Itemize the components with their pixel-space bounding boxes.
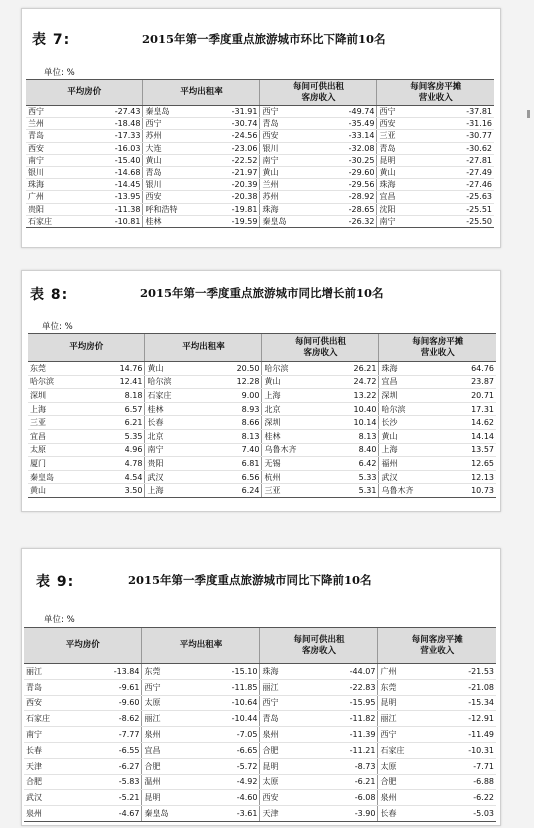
value-cell: 26.21 bbox=[323, 362, 379, 376]
value-cell: -7.71 bbox=[439, 758, 496, 774]
city-cell: 太原 bbox=[260, 774, 321, 790]
value-cell: -5.21 bbox=[85, 790, 142, 806]
column-header: 每间可供出租 客房收入 bbox=[260, 80, 377, 106]
value-cell: -28.65 bbox=[321, 203, 377, 215]
table-row bbox=[28, 484, 496, 498]
value-cell: -27.81 bbox=[438, 154, 494, 166]
table-row bbox=[24, 742, 496, 758]
data-table bbox=[24, 627, 496, 822]
value-cell: -5.03 bbox=[439, 806, 496, 822]
value-cell: -11.82 bbox=[321, 711, 378, 727]
city-cell: 泉州 bbox=[260, 727, 321, 743]
value-cell: -10.64 bbox=[203, 695, 260, 711]
city-cell: 黄山 bbox=[260, 166, 321, 178]
city-cell: 宜昌 bbox=[377, 191, 438, 203]
value-cell: -12.91 bbox=[439, 711, 496, 727]
value-cell: -9.61 bbox=[85, 679, 142, 695]
table-row bbox=[24, 727, 496, 743]
value-cell: 7.40 bbox=[206, 443, 262, 457]
city-cell: 东莞 bbox=[142, 664, 203, 680]
city-cell: 石家庄 bbox=[378, 742, 439, 758]
city-cell: 秦皇岛 bbox=[142, 806, 203, 822]
value-cell: -6.21 bbox=[321, 774, 378, 790]
city-cell: 银川 bbox=[143, 179, 204, 191]
city-cell: 合肥 bbox=[24, 774, 85, 790]
city-cell: 黄山 bbox=[145, 362, 206, 376]
value-cell: -15.34 bbox=[439, 695, 496, 711]
city-cell: 上海 bbox=[145, 484, 206, 498]
column-header: 平均出租率 bbox=[142, 628, 260, 664]
city-cell: 西安 bbox=[377, 118, 438, 130]
city-cell: 哈尔滨 bbox=[262, 362, 323, 376]
value-cell: 12.41 bbox=[89, 375, 145, 389]
value-cell: 10.40 bbox=[323, 402, 379, 416]
city-cell: 上海 bbox=[262, 389, 323, 403]
city-cell: 西安 bbox=[26, 142, 87, 154]
value-cell: -11.85 bbox=[203, 679, 260, 695]
value-cell: 64.76 bbox=[440, 362, 496, 376]
table-row bbox=[24, 790, 496, 806]
table-row bbox=[26, 118, 494, 130]
value-cell: -6.22 bbox=[439, 790, 496, 806]
city-cell: 太原 bbox=[142, 695, 203, 711]
city-cell: 温州 bbox=[142, 774, 203, 790]
table-row bbox=[26, 203, 494, 215]
value-cell: -21.53 bbox=[439, 664, 496, 680]
city-cell: 深圳 bbox=[262, 416, 323, 430]
table-row bbox=[26, 154, 494, 166]
value-cell: 6.24 bbox=[206, 484, 262, 498]
city-cell: 黄山 bbox=[262, 375, 323, 389]
table-row bbox=[28, 457, 496, 471]
table-row bbox=[26, 142, 494, 154]
table-row bbox=[28, 443, 496, 457]
value-cell: 6.81 bbox=[206, 457, 262, 471]
table-row bbox=[26, 215, 494, 227]
value-cell: 6.57 bbox=[89, 402, 145, 416]
value-cell: 14.62 bbox=[440, 416, 496, 430]
city-cell: 广州 bbox=[26, 191, 87, 203]
value-cell: -9.60 bbox=[85, 695, 142, 711]
value-cell: -32.08 bbox=[321, 142, 377, 154]
value-cell: -5.83 bbox=[85, 774, 142, 790]
city-cell: 福州 bbox=[379, 457, 440, 471]
value-cell: -30.74 bbox=[204, 118, 260, 130]
value-cell: 4.54 bbox=[89, 470, 145, 484]
value-cell: -13.84 bbox=[85, 664, 142, 680]
column-header: 平均房价 bbox=[24, 628, 142, 664]
value-cell: -3.61 bbox=[203, 806, 260, 822]
value-cell: 8.40 bbox=[323, 443, 379, 457]
value-cell: -29.56 bbox=[321, 179, 377, 191]
table-title: 2015年第一季度重点旅游城市环比下降前10名 bbox=[142, 32, 386, 46]
city-cell: 秦皇岛 bbox=[143, 106, 204, 118]
value-cell: -44.07 bbox=[321, 664, 378, 680]
value-cell: -10.31 bbox=[439, 742, 496, 758]
value-cell: -21.97 bbox=[204, 166, 260, 178]
table-label: 表 8: bbox=[30, 287, 69, 303]
value-cell: 5.35 bbox=[89, 429, 145, 443]
value-cell: -6.55 bbox=[85, 742, 142, 758]
city-cell: 西安 bbox=[143, 191, 204, 203]
city-cell: 南宁 bbox=[26, 154, 87, 166]
city-cell: 青岛 bbox=[24, 679, 85, 695]
column-header: 平均出租率 bbox=[145, 334, 262, 362]
city-cell: 泉州 bbox=[378, 790, 439, 806]
city-cell: 昆明 bbox=[377, 154, 438, 166]
city-cell: 西安 bbox=[260, 130, 321, 142]
table-sheet-8 bbox=[21, 270, 501, 512]
city-cell: 上海 bbox=[28, 402, 89, 416]
value-cell: -25.50 bbox=[438, 215, 494, 227]
value-cell: 9.00 bbox=[206, 389, 262, 403]
city-cell: 大连 bbox=[143, 142, 204, 154]
city-cell: 秦皇岛 bbox=[28, 470, 89, 484]
value-cell: -23.06 bbox=[204, 142, 260, 154]
city-cell: 银川 bbox=[26, 166, 87, 178]
city-cell: 乌鲁木齐 bbox=[262, 443, 323, 457]
value-cell: -13.95 bbox=[87, 191, 143, 203]
data-table bbox=[28, 333, 496, 498]
city-cell: 桂林 bbox=[143, 215, 204, 227]
city-cell: 南宁 bbox=[145, 443, 206, 457]
value-cell: -6.65 bbox=[203, 742, 260, 758]
unit-label: 单位: % bbox=[44, 615, 75, 625]
value-cell: -15.40 bbox=[87, 154, 143, 166]
city-cell: 黄山 bbox=[379, 429, 440, 443]
value-cell: -15.10 bbox=[203, 664, 260, 680]
value-cell: -22.83 bbox=[321, 679, 378, 695]
city-cell: 北京 bbox=[262, 402, 323, 416]
table-row bbox=[24, 774, 496, 790]
city-cell: 西宁 bbox=[142, 679, 203, 695]
city-cell: 乌鲁木齐 bbox=[379, 484, 440, 498]
city-cell: 青岛 bbox=[260, 118, 321, 130]
table-row bbox=[24, 695, 496, 711]
city-cell: 长春 bbox=[24, 742, 85, 758]
city-cell: 石家庄 bbox=[24, 711, 85, 727]
value-cell: 10.73 bbox=[440, 484, 496, 498]
city-cell: 兰州 bbox=[26, 118, 87, 130]
value-cell: 12.65 bbox=[440, 457, 496, 471]
table-row bbox=[24, 806, 496, 822]
city-cell: 珠海 bbox=[377, 179, 438, 191]
value-cell: -19.81 bbox=[204, 203, 260, 215]
city-cell: 三亚 bbox=[377, 130, 438, 142]
value-cell: -18.48 bbox=[87, 118, 143, 130]
value-cell: 6.42 bbox=[323, 457, 379, 471]
city-cell: 黄山 bbox=[377, 166, 438, 178]
value-cell: -14.68 bbox=[87, 166, 143, 178]
city-cell: 青岛 bbox=[26, 130, 87, 142]
city-cell: 青岛 bbox=[143, 166, 204, 178]
value-cell: -26.32 bbox=[321, 215, 377, 227]
city-cell: 兰州 bbox=[260, 179, 321, 191]
table-row bbox=[28, 429, 496, 443]
column-header: 每间可供出租 客房收入 bbox=[262, 334, 379, 362]
value-cell: 6.21 bbox=[89, 416, 145, 430]
table-title: 2015年第一季度重点旅游城市同比增长前10名 bbox=[140, 286, 384, 300]
city-cell: 西安 bbox=[24, 695, 85, 711]
value-cell: -27.46 bbox=[438, 179, 494, 191]
value-cell: -6.27 bbox=[85, 758, 142, 774]
column-header: 每间客房平摊 营业收入 bbox=[377, 80, 494, 106]
value-cell: -19.59 bbox=[204, 215, 260, 227]
city-cell: 太原 bbox=[28, 443, 89, 457]
value-cell: 14.76 bbox=[89, 362, 145, 376]
city-cell: 西宁 bbox=[26, 106, 87, 118]
value-cell: -3.90 bbox=[321, 806, 378, 822]
city-cell: 西宁 bbox=[260, 695, 321, 711]
city-cell: 昆明 bbox=[378, 695, 439, 711]
city-cell: 长沙 bbox=[379, 416, 440, 430]
value-cell: -21.08 bbox=[439, 679, 496, 695]
city-cell: 苏州 bbox=[260, 191, 321, 203]
value-cell: -30.62 bbox=[438, 142, 494, 154]
table-row bbox=[26, 191, 494, 203]
city-cell: 沈阳 bbox=[377, 203, 438, 215]
city-cell: 西宁 bbox=[377, 106, 438, 118]
value-cell: 14.14 bbox=[440, 429, 496, 443]
unit-label: 单位: % bbox=[42, 322, 73, 332]
value-cell: 24.72 bbox=[323, 375, 379, 389]
value-cell: 4.96 bbox=[89, 443, 145, 457]
value-cell: -27.43 bbox=[87, 106, 143, 118]
value-cell: 20.71 bbox=[440, 389, 496, 403]
column-header: 平均出租率 bbox=[143, 80, 260, 106]
table-label: 表 7: bbox=[32, 32, 71, 48]
value-cell: 13.22 bbox=[323, 389, 379, 403]
value-cell: -31.91 bbox=[204, 106, 260, 118]
value-cell: 8.13 bbox=[206, 429, 262, 443]
data-table bbox=[26, 79, 494, 228]
table-row bbox=[24, 664, 496, 680]
table-row bbox=[24, 758, 496, 774]
city-cell: 桂林 bbox=[145, 402, 206, 416]
city-cell: 合肥 bbox=[260, 742, 321, 758]
table-row bbox=[26, 179, 494, 191]
city-cell: 厦门 bbox=[28, 457, 89, 471]
value-cell: -7.05 bbox=[203, 727, 260, 743]
value-cell: -22.52 bbox=[204, 154, 260, 166]
table-row bbox=[28, 362, 496, 376]
city-cell: 青岛 bbox=[260, 711, 321, 727]
value-cell: -4.67 bbox=[85, 806, 142, 822]
city-cell: 宜昌 bbox=[379, 375, 440, 389]
city-cell: 广州 bbox=[378, 664, 439, 680]
city-cell: 宜昌 bbox=[142, 742, 203, 758]
city-cell: 丽江 bbox=[142, 711, 203, 727]
city-cell: 天津 bbox=[24, 758, 85, 774]
value-cell: -14.45 bbox=[87, 179, 143, 191]
table-row bbox=[24, 711, 496, 727]
value-cell: -30.77 bbox=[438, 130, 494, 142]
city-cell: 呼和浩特 bbox=[143, 203, 204, 215]
value-cell: -31.16 bbox=[438, 118, 494, 130]
city-cell: 西安 bbox=[260, 790, 321, 806]
value-cell: 6.56 bbox=[206, 470, 262, 484]
city-cell: 武汉 bbox=[24, 790, 85, 806]
value-cell: 4.78 bbox=[89, 457, 145, 471]
value-cell: -25.63 bbox=[438, 191, 494, 203]
city-cell: 深圳 bbox=[379, 389, 440, 403]
city-cell: 东莞 bbox=[378, 679, 439, 695]
city-cell: 合肥 bbox=[142, 758, 203, 774]
value-cell: -16.03 bbox=[87, 142, 143, 154]
city-cell: 长春 bbox=[145, 416, 206, 430]
city-cell: 天津 bbox=[260, 806, 321, 822]
value-cell: -6.08 bbox=[321, 790, 378, 806]
city-cell: 西宁 bbox=[143, 118, 204, 130]
value-cell: 12.28 bbox=[206, 375, 262, 389]
city-cell: 东莞 bbox=[28, 362, 89, 376]
table-row bbox=[28, 375, 496, 389]
city-cell: 丽江 bbox=[378, 711, 439, 727]
value-cell: -4.60 bbox=[203, 790, 260, 806]
city-cell: 昆明 bbox=[142, 790, 203, 806]
value-cell: -24.56 bbox=[204, 130, 260, 142]
table-sheet-7 bbox=[21, 8, 501, 248]
value-cell: -10.44 bbox=[203, 711, 260, 727]
city-cell: 桂林 bbox=[262, 429, 323, 443]
value-cell: -8.62 bbox=[85, 711, 142, 727]
value-cell: 5.33 bbox=[323, 470, 379, 484]
value-cell: -29.60 bbox=[321, 166, 377, 178]
page-edge-marker bbox=[527, 110, 530, 118]
city-cell: 太原 bbox=[378, 758, 439, 774]
value-cell: -20.38 bbox=[204, 191, 260, 203]
table-row bbox=[28, 402, 496, 416]
city-cell: 合肥 bbox=[378, 774, 439, 790]
city-cell: 南宁 bbox=[377, 215, 438, 227]
value-cell: -8.73 bbox=[321, 758, 378, 774]
city-cell: 珠海 bbox=[379, 362, 440, 376]
city-cell: 昆明 bbox=[260, 758, 321, 774]
unit-label: 单位: % bbox=[44, 68, 75, 78]
city-cell: 青岛 bbox=[377, 142, 438, 154]
value-cell: -11.21 bbox=[321, 742, 378, 758]
city-cell: 武汉 bbox=[145, 470, 206, 484]
city-cell: 黄山 bbox=[143, 154, 204, 166]
column-header: 每间客房平摊 营业收入 bbox=[378, 628, 496, 664]
value-cell: -11.39 bbox=[321, 727, 378, 743]
value-cell: 5.31 bbox=[323, 484, 379, 498]
city-cell: 三亚 bbox=[28, 416, 89, 430]
city-cell: 长春 bbox=[378, 806, 439, 822]
city-cell: 黄山 bbox=[28, 484, 89, 498]
value-cell: -7.77 bbox=[85, 727, 142, 743]
value-cell: 13.57 bbox=[440, 443, 496, 457]
value-cell: 3.50 bbox=[89, 484, 145, 498]
column-header: 每间客房平摊 营业收入 bbox=[379, 334, 496, 362]
value-cell: 8.93 bbox=[206, 402, 262, 416]
city-cell: 上海 bbox=[379, 443, 440, 457]
value-cell: 10.14 bbox=[323, 416, 379, 430]
value-cell: 23.87 bbox=[440, 375, 496, 389]
table-label: 表 9: bbox=[36, 574, 75, 590]
value-cell: -15.95 bbox=[321, 695, 378, 711]
value-cell: -25.51 bbox=[438, 203, 494, 215]
city-cell: 南宁 bbox=[260, 154, 321, 166]
city-cell: 宜昌 bbox=[28, 429, 89, 443]
value-cell: -11.38 bbox=[87, 203, 143, 215]
city-cell: 三亚 bbox=[262, 484, 323, 498]
city-cell: 西宁 bbox=[260, 106, 321, 118]
city-cell: 石家庄 bbox=[145, 389, 206, 403]
city-cell: 石家庄 bbox=[26, 215, 87, 227]
table-title: 2015年第一季度重点旅游城市同比下降前10名 bbox=[128, 573, 372, 587]
value-cell: -4.92 bbox=[203, 774, 260, 790]
city-cell: 秦皇岛 bbox=[260, 215, 321, 227]
table-row bbox=[26, 166, 494, 178]
city-cell: 珠海 bbox=[260, 203, 321, 215]
value-cell: 20.50 bbox=[206, 362, 262, 376]
value-cell: -27.49 bbox=[438, 166, 494, 178]
city-cell: 南宁 bbox=[24, 727, 85, 743]
value-cell: 8.18 bbox=[89, 389, 145, 403]
value-cell: -37.81 bbox=[438, 106, 494, 118]
value-cell: -20.39 bbox=[204, 179, 260, 191]
city-cell: 北京 bbox=[145, 429, 206, 443]
city-cell: 泉州 bbox=[142, 727, 203, 743]
column-header: 每间可供出租 客房收入 bbox=[260, 628, 378, 664]
city-cell: 贵阳 bbox=[145, 457, 206, 471]
city-cell: 苏州 bbox=[143, 130, 204, 142]
value-cell: -49.74 bbox=[321, 106, 377, 118]
value-cell: 8.13 bbox=[323, 429, 379, 443]
value-cell: -17.33 bbox=[87, 130, 143, 142]
city-cell: 杭州 bbox=[262, 470, 323, 484]
value-cell: -10.81 bbox=[87, 215, 143, 227]
table-row bbox=[26, 106, 494, 118]
table-row bbox=[24, 679, 496, 695]
table-row bbox=[26, 130, 494, 142]
city-cell: 丽江 bbox=[260, 679, 321, 695]
table-row bbox=[28, 389, 496, 403]
value-cell: 8.66 bbox=[206, 416, 262, 430]
city-cell: 珠海 bbox=[260, 664, 321, 680]
value-cell: -11.49 bbox=[439, 727, 496, 743]
city-cell: 珠海 bbox=[26, 179, 87, 191]
city-cell: 哈尔滨 bbox=[28, 375, 89, 389]
value-cell: -30.25 bbox=[321, 154, 377, 166]
value-cell: -35.49 bbox=[321, 118, 377, 130]
value-cell: 17.31 bbox=[440, 402, 496, 416]
city-cell: 丽江 bbox=[24, 664, 85, 680]
value-cell: -28.92 bbox=[321, 191, 377, 203]
city-cell: 武汉 bbox=[379, 470, 440, 484]
value-cell: -5.72 bbox=[203, 758, 260, 774]
table-row bbox=[28, 470, 496, 484]
column-header: 平均房价 bbox=[26, 80, 143, 106]
city-cell: 泉州 bbox=[24, 806, 85, 822]
city-cell: 哈尔滨 bbox=[379, 402, 440, 416]
table-sheet-9 bbox=[21, 548, 501, 826]
table-row bbox=[28, 416, 496, 430]
value-cell: 12.13 bbox=[440, 470, 496, 484]
value-cell: -6.88 bbox=[439, 774, 496, 790]
value-cell: -33.14 bbox=[321, 130, 377, 142]
column-header: 平均房价 bbox=[28, 334, 145, 362]
city-cell: 银川 bbox=[260, 142, 321, 154]
city-cell: 贵阳 bbox=[26, 203, 87, 215]
city-cell: 哈尔滨 bbox=[145, 375, 206, 389]
city-cell: 西宁 bbox=[378, 727, 439, 743]
city-cell: 无锡 bbox=[262, 457, 323, 471]
city-cell: 深圳 bbox=[28, 389, 89, 403]
